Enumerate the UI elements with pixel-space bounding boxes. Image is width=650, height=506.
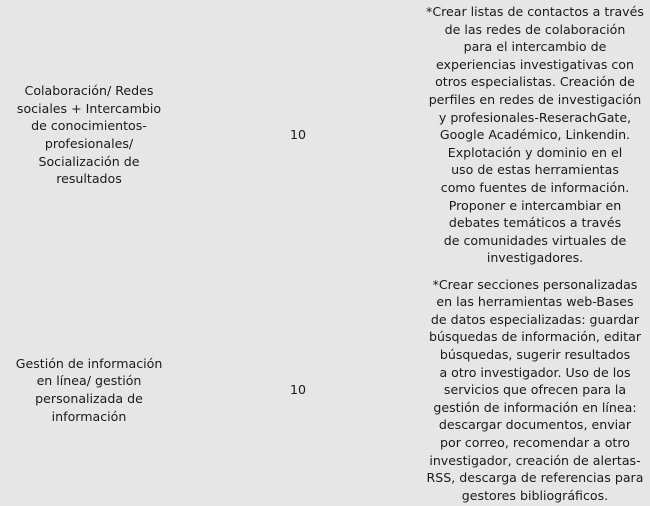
description-line: investigadores. <box>486 250 584 266</box>
description-line: Explotación y dominio en el <box>447 144 623 160</box>
description-line: de comunidades virtuales de <box>443 232 627 248</box>
description-line: búsquedas, sugerir resultados <box>439 347 631 363</box>
description-line: *Crear secciones personalizadas <box>432 276 638 292</box>
description-line: gestores bibliográficos. <box>461 487 609 503</box>
description-line: y profesionales-ReserachGate, <box>438 109 632 125</box>
description-line: *Crear listas de contactos a través <box>426 4 644 20</box>
description-line: como fuentes de información. <box>440 179 630 195</box>
description-line: gestión de información en línea: <box>433 399 637 415</box>
topic-line: Gestión de información <box>15 355 163 371</box>
topic-line: personalizada de <box>35 391 143 406</box>
description-line: por correo, recomendar a otro <box>440 434 630 450</box>
table-row <box>0 276 650 504</box>
description-line: de datos especializadas: guardar <box>430 311 640 327</box>
value-cell <box>248 2 348 268</box>
description-line: experiencias investigativas con <box>435 56 634 72</box>
value-text: 10 <box>289 382 307 398</box>
topic-cell <box>6 276 172 504</box>
description-line: otros especialistas. Creación de <box>435 74 635 90</box>
description-line: a otro investigador. Uso de los <box>439 364 631 380</box>
description-line: de las redes de colaboración <box>444 21 626 37</box>
description-text <box>426 3 644 267</box>
topic-text <box>17 82 161 188</box>
description-line: servicios que ofrecen para la <box>443 382 627 398</box>
description-line: en las herramientas web-Bases <box>436 294 634 310</box>
value-text: 10 <box>289 127 307 143</box>
description-cell <box>424 276 646 504</box>
description-text <box>427 276 644 505</box>
topic-line: información <box>51 408 127 424</box>
description-line: para el intercambio de <box>463 39 607 55</box>
description-cell <box>424 2 646 268</box>
topic-line: profesionales/ <box>44 136 134 151</box>
value-cell <box>248 276 348 504</box>
description-line: búsquedas de información, editar <box>428 329 642 345</box>
topic-cell <box>6 2 172 268</box>
description-line: investigador, creación de alertas- <box>429 452 641 468</box>
description-line: perfiles en redes de investigación <box>428 92 642 108</box>
topic-line: sociales + Intercambio <box>16 100 162 116</box>
description-line: RSS, descarga de referencias para <box>426 470 644 486</box>
topic-line: de conocimientos- <box>31 118 147 134</box>
topic-line: Socialización de <box>38 153 140 169</box>
description-line: Google Académico, Linkendin. <box>439 127 631 143</box>
description-line: debates temáticos a través <box>448 215 622 231</box>
description-line: uso de estas herramientas <box>451 162 619 178</box>
description-line: Proponer e intercambiar en <box>448 197 622 213</box>
topic-line: Colaboración/ Redes <box>24 83 154 99</box>
topic-line: en línea/ gestión <box>36 373 142 389</box>
table-row <box>0 2 650 268</box>
topic-line: resultados <box>56 171 122 187</box>
topic-text <box>16 355 163 425</box>
description-line: descargar documentos, enviar <box>438 417 632 433</box>
